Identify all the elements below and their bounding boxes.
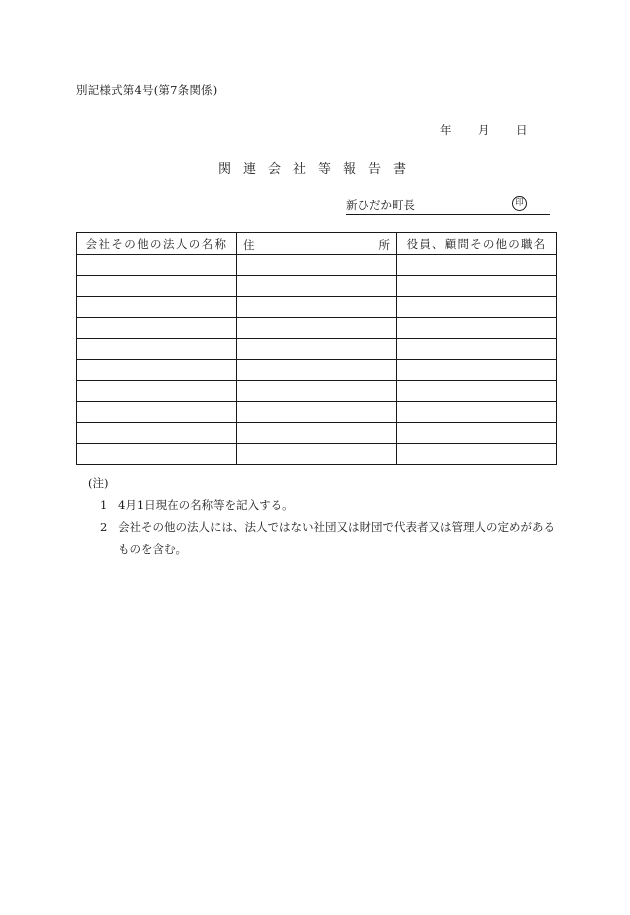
notes-heading: (注): [88, 476, 109, 490]
table-row: [77, 360, 557, 381]
cell-address[interactable]: [237, 402, 397, 423]
date-year-label: 年: [440, 123, 452, 137]
cell-role[interactable]: [397, 318, 557, 339]
header-role: 役員、顧問その他の職名: [397, 233, 557, 255]
note-number: 2: [100, 520, 108, 534]
cell-company-name[interactable]: [77, 444, 237, 465]
cell-address[interactable]: [237, 297, 397, 318]
cell-address[interactable]: [237, 318, 397, 339]
table-row: [77, 255, 557, 276]
cell-address[interactable]: [237, 360, 397, 381]
note-text: 4月1日現在の名称等を記入する。: [118, 498, 294, 512]
date-month-label: 月: [478, 123, 490, 137]
cell-company-name[interactable]: [77, 297, 237, 318]
cell-role[interactable]: [397, 339, 557, 360]
table-row: [77, 297, 557, 318]
cell-company-name[interactable]: [77, 255, 237, 276]
cell-company-name[interactable]: [77, 423, 237, 444]
report-table: [76, 232, 557, 465]
cell-company-name[interactable]: [77, 276, 237, 297]
notes-section: [84, 472, 560, 560]
table-row: [77, 339, 557, 360]
header-address-left: 住: [243, 238, 255, 252]
table-row: [77, 402, 557, 423]
note-text: 会社その他の法人には、法人ではない社団又は財団で代表者又は管理人の定めがあるものを含む。: [118, 520, 555, 556]
header-address-right: 所: [378, 238, 390, 252]
cell-address[interactable]: [237, 339, 397, 360]
note-number: 1: [100, 498, 108, 512]
cell-role[interactable]: [397, 297, 557, 318]
cell-address[interactable]: [237, 381, 397, 402]
recipient-name: 新ひだか町長: [346, 198, 415, 212]
table-row: [77, 381, 557, 402]
table-body: [77, 255, 557, 465]
cell-company-name[interactable]: [77, 360, 237, 381]
table-row: [77, 423, 557, 444]
table-row: [77, 276, 557, 297]
date-line: [440, 122, 528, 138]
cell-role[interactable]: [397, 276, 557, 297]
cell-role[interactable]: [397, 381, 557, 402]
form-label: 別記様式第4号(第7条関係): [76, 83, 218, 97]
cell-address[interactable]: [237, 276, 397, 297]
cell-address[interactable]: [237, 423, 397, 444]
cell-role[interactable]: [397, 402, 557, 423]
cell-address[interactable]: [237, 444, 397, 465]
header-address: [237, 233, 397, 255]
cell-role[interactable]: [397, 255, 557, 276]
cell-address[interactable]: [237, 255, 397, 276]
cell-company-name[interactable]: [77, 339, 237, 360]
cell-role[interactable]: [397, 360, 557, 381]
header-company-name: 会社その他の法人の名称: [77, 233, 237, 255]
cell-company-name[interactable]: [77, 318, 237, 339]
note-item: [100, 516, 560, 560]
cell-company-name[interactable]: [77, 402, 237, 423]
table-row: [77, 318, 557, 339]
document-title: 関連会社等報告書: [217, 162, 418, 177]
recipient-line: [346, 196, 550, 215]
cell-role[interactable]: [397, 444, 557, 465]
table-header-row: [77, 233, 557, 255]
cell-company-name[interactable]: [77, 381, 237, 402]
note-item: [100, 494, 560, 516]
seal-mark: 印: [512, 196, 527, 211]
date-day-label: 日: [516, 123, 528, 137]
cell-role[interactable]: [397, 423, 557, 444]
table-row: [77, 444, 557, 465]
